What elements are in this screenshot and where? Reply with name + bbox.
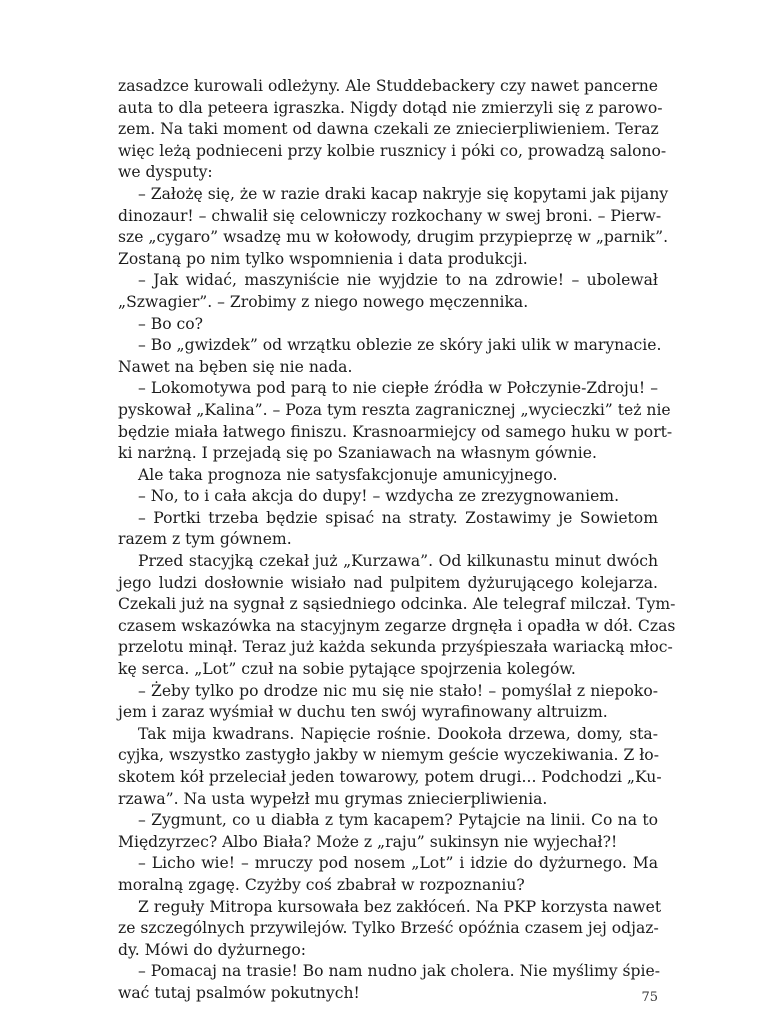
text-line: – No, to i cała akcja do dupy! – wzdycha ze zrezygnowaniem. [138, 487, 620, 506]
text-line: Czekali już na sygnał z sąsiedniego odcinka. Ale telegraf milczał. Tym- [118, 595, 676, 614]
text-line: Z reguły Mitropa kursowała bez zakłóceń. Na PKP korzysta nawet [138, 897, 662, 916]
text-line: zasadzce kurowali odleżyny. Ale Studdebackery czy nawet pancerne [118, 77, 658, 95]
text-line: jem i zaraz wyśmiał w duchu ten swój wyrafinowany altruizm. [118, 703, 608, 722]
text-line: będzie miała łatwego finiszu. Krasnoarmiejcy od samego huku w port- [118, 422, 673, 441]
text-line: – Bo co? [138, 314, 204, 333]
text-line: Ale taka prognoza nie satysfakcjonuje amunicyjnego. [138, 465, 558, 484]
text-line: Zostaną po nim tylko wspomnienia i data produkcji. [118, 249, 528, 268]
text-line: ki narżną. I przejadą się po Szaniawach na własnym gównie. [118, 444, 597, 463]
text-line: – Zygmunt, co u diabła z tym kacapem? Pytajcie na linii. Co na to [138, 811, 658, 830]
text-line: dy. Mówi do dyżurnego: [118, 940, 307, 959]
text-line: rzawa”. Na usta wypełzł mu grymas zniecierpliwienia. [118, 789, 548, 808]
text-line: jego ludzi dosłownie wisiało nad pulpitem dyżurującego kolejarza. [118, 573, 658, 592]
text-line: Międzyrzec? Albo Biała? Może z „raju” sukinsyn nie wyjechał?! [118, 832, 618, 851]
text-line: – Portki trzeba będzie spisać na straty. Zostawimy je Sowietom [138, 508, 658, 527]
text-line: ze szczególnych przywilejów. Tylko Brześć opóźnia czasem jej odjaz- [118, 919, 659, 938]
text-line: – Założę się, że w razie draki kacap nakryje się kopytami jak pijany [138, 184, 669, 203]
text-line: razem z tym gównem. [118, 530, 292, 549]
text-line: – Bo „gwizdek” od wrzątku oblezie ze skóry jaki ulik w marynacie. [138, 336, 662, 355]
text-line: więc leżą podnieceni przy kolbie rusznicy i póki co, prowadzą salono- [118, 141, 667, 160]
text-line: przelotu minął. Teraz już każda sekunda przyśpieszała wariacką młoc- [118, 638, 673, 657]
text-line: skotem kół przeleciał jeden towarowy, potem drugi... Podchodzi „Ku- [118, 768, 662, 786]
text-line: auta to dla peteera igraszka. Nigdy dotąd nie zmierzyli się z parowo- [118, 98, 663, 117]
text-line: wać tutaj psalmów pokutnych! [118, 983, 360, 1002]
text-line: – Pomacaj na trasie! Bo nam nudno jak cholera. Nie myślimy śpie- [138, 962, 661, 981]
text-line: czasem wskazówka na stacyjnym zegarze drgnęła i opadła w dół. Czas [118, 616, 676, 635]
text-line: – Jak widać, maszyniście nie wyjdzie to na zdrowie! – ubolewał [138, 271, 658, 290]
text-line: Przed stacyjką czekał już „Kurzawa”. Od kilkunastu minut dwóch [138, 552, 658, 571]
text-line: – Żeby tylko po drodze nic mu się nie stało! – pomyślał z niepoko- [138, 681, 658, 700]
page-number: 75 [641, 990, 658, 1005]
text-line: kę serca. „Lot” czuł na sobie pytające spojrzenia kolegów. [118, 660, 576, 679]
text-line: we dysputy: [118, 163, 213, 182]
text-line: Nawet na bęben się nie nada. [118, 357, 353, 376]
text-line: pyskował „Kalina”. – Poza tym reszta zagranicznej „wycieczki” też nie [118, 400, 671, 419]
text-line: cyjka, wszystko zastygło jakby w niemym geście wyczekiwania. Z ło- [118, 746, 659, 765]
text-line: dinozaur! – chwalił się celowniczy rozkochany w swej broni. – Pierw- [118, 206, 662, 225]
text-line: zem. Na taki moment od dawna czekali ze zniecierpliwieniem. Teraz [118, 120, 659, 139]
text-line: Tak mija kwadrans. Napięcie rośnie. Dookoła drzewa, domy, sta- [138, 724, 658, 743]
text-line: sze „cygaro” wsadzę mu w kołowody, drugim przypieprzę w „parnik”. [118, 228, 669, 247]
text-line: – Lokomotywa pod parą to nie ciepłe źródła w Połczynie-Zdroju! – [138, 379, 658, 398]
text-line: moralną zgagę. Czyżby coś zbabrał w rozpoznaniu? [118, 875, 525, 894]
text-line: „Szwagier”. – Zrobimy z niego nowego męczennika. [118, 292, 529, 311]
body-text [118, 76, 676, 1005]
text-line: – Licho wie! – mruczy pod nosem „Lot” i idzie do dyżurnego. Ma [138, 854, 658, 873]
